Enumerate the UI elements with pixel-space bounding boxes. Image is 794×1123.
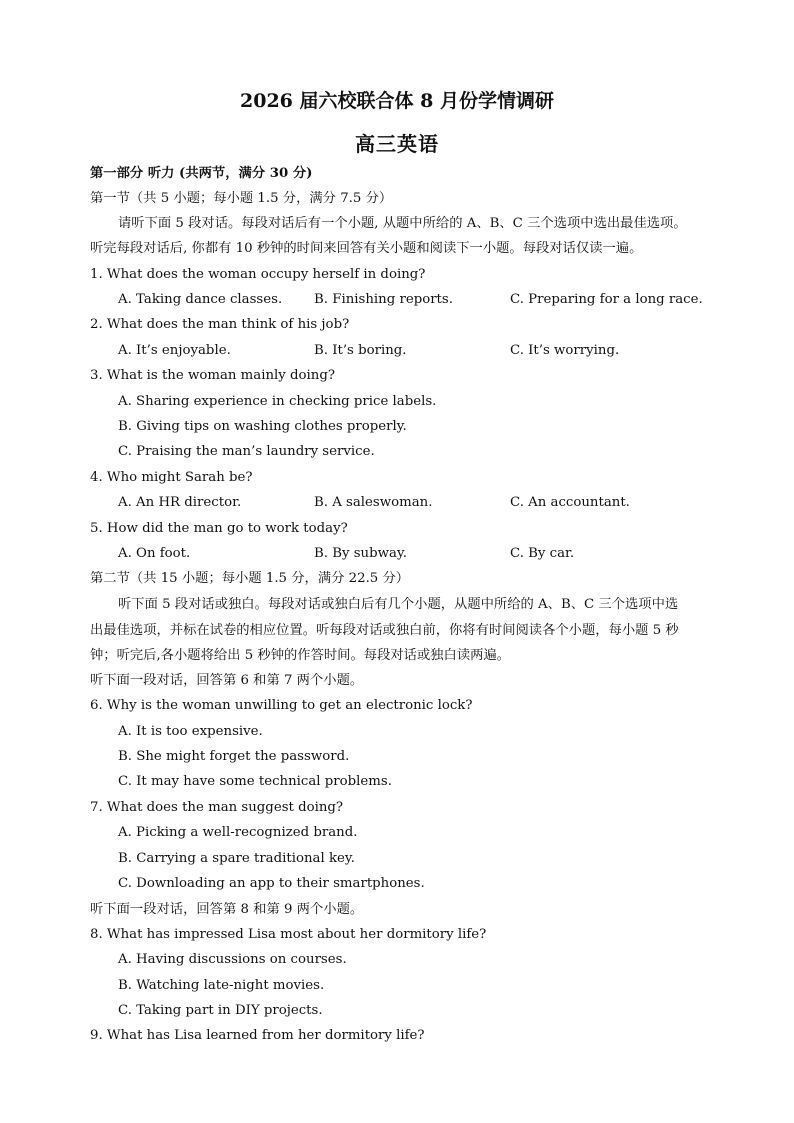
option-b: B. She might forget the password. [118,749,350,764]
option-a: A. Having discussions on courses. [118,952,347,967]
options-row [118,545,738,563]
option-c: C. Praising the man’s laundry service. [118,444,375,459]
exam-subtitle: 高三英语 [355,132,439,156]
option-b: B. Watching late-night movies. [118,978,325,993]
question-8: 8. What has impressed Lisa most about her dormitory life? [90,927,487,942]
section1-instruction-line: 请听下面 5 段对话。每段对话后有一个小题, 从题中所给的 A、B、C 三个选项中选出最佳选项。 [118,216,687,231]
question-5: 5. How did the man go to work today? [90,521,348,536]
question-6: 6. Why is the woman unwilling to get an electronic lock? [90,698,473,713]
section1-heading: 第一节（共 5 小题；每小题 1.5 分，满分 7.5 分） [90,191,393,206]
question-3: 3. What is the woman mainly doing? [90,368,335,383]
dialogue-note: 听下面一段对话，回答第 8 和第 9 两个小题。 [90,902,364,917]
option-c: C. Preparing for a long race. [510,292,703,307]
option-b: B. A saleswoman. [314,495,433,510]
option-c: C. It’s worrying. [510,343,620,358]
options-row [118,342,738,360]
option-a: A. It’s enjoyable. [118,343,231,358]
section2-instruction-line: 听下面 5 段对话或独白。每段对话或独白后有几个小题，从题中所给的 A、B、C 三个选项中选 [118,597,679,612]
question-1: 1. What does the woman occupy herself in doing? [90,267,426,282]
option-a: A. On foot. [118,546,191,561]
option-c: C. An accountant. [510,495,630,510]
option-a: A. Picking a well-recognized brand. [118,825,358,840]
options-row [118,291,738,309]
option-c: C. Taking part in DIY projects. [118,1003,323,1018]
option-c: C. It may have some technical problems. [118,774,392,789]
section2-instruction-line: 出最佳选项，并标在试卷的相应位置。听每段对话或独白前，你将有时间阅读各个小题，每小题 5 秒 [90,623,679,638]
option-b: B. Giving tips on washing clothes properly. [118,419,407,434]
section2-heading: 第二节（共 15 小题；每小题 1.5 分，满分 22.5 分） [90,571,410,586]
option-b: B. It’s boring. [314,343,407,358]
option-a: A. Taking dance classes. [118,292,283,307]
question-2: 2. What does the man think of his job? [90,317,350,332]
option-a: A. Sharing experience in checking price labels. [118,394,437,409]
section2-instruction-line: 钟；听完后,各小题将给出 5 秒钟的作答时间。每段对话或独白读两遍。 [90,648,511,663]
question-4: 4. Who might Sarah be? [90,470,253,485]
dialogue-note: 听下面一段对话，回答第 6 和第 7 两个小题。 [90,673,364,688]
option-b: B. By subway. [314,546,407,561]
question-7: 7. What does the man suggest doing? [90,800,344,815]
option-a: A. It is too expensive. [118,724,263,739]
section1-instruction-line: 听完每段对话后, 你都有 10 秒钟的时间来回答有关小题和阅读下一小题。每段对话仅读一遍。 [90,241,643,256]
question-9: 9. What has Lisa learned from her dormitory life? [90,1028,425,1043]
option-b: B. Carrying a spare traditional key. [118,851,355,866]
exam-title: 2026 届六校联合体 8 月份学情调研 [240,90,554,112]
option-a: A. An HR director. [118,495,242,510]
part1-heading: 第一部分 听力 (共两节，满分 30 分) [90,166,313,181]
option-c: C. By car. [510,546,575,561]
option-c: C. Downloading an app to their smartphones. [118,876,425,891]
option-b: B. Finishing reports. [314,292,453,307]
options-row [118,494,738,512]
